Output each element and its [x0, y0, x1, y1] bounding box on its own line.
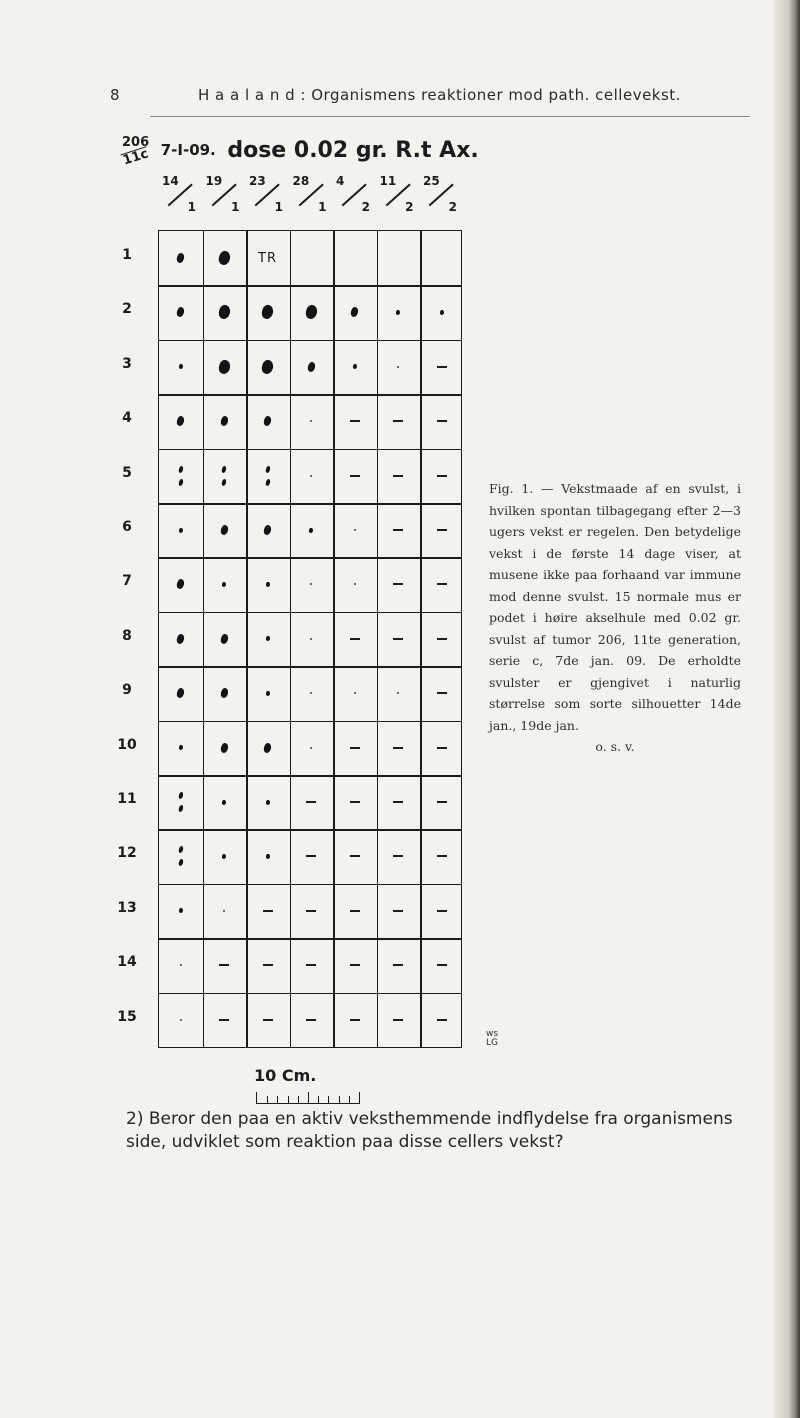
- table-cell: [203, 666, 246, 720]
- tumor-silhouette: [217, 304, 232, 321]
- table-cell: [246, 231, 289, 285]
- dash-mark: [437, 747, 447, 749]
- table-cell: [159, 775, 202, 829]
- tumor-silhouette: [178, 908, 183, 914]
- mouse-number: 15: [117, 1008, 137, 1025]
- dash-mark: [393, 855, 403, 857]
- scale-tick: [318, 1096, 319, 1103]
- tumor-silhouette: [221, 478, 227, 486]
- scale-bar: [256, 1092, 360, 1104]
- table-cell: [377, 993, 420, 1047]
- dash-mark: [437, 855, 447, 857]
- dash-mark: [263, 910, 273, 912]
- caption-text: Fig. 1. — Vekstmaade af en svulst, i hvilken spontan tilbagegang efter 2—3 ugers vekst er regelen. Den betydelige vekst i de første 14 dage viser, at musene ikke paa forhaand var immune mod denne svulst. 15 normale mus er podet i høire akselhule med 0.02 gr. svulst af tumor 206, 11te generation, serie c, 7de jan. 09. De erholdte svulster er gjengivet i naturlig størrelse som sorte silhouetter 14de jan., 19de jan.: [489, 481, 741, 733]
- tumor-silhouette: [263, 524, 273, 536]
- table-cell: [203, 557, 246, 611]
- scale-tick: [339, 1096, 340, 1103]
- dash-mark: [306, 855, 316, 857]
- tumor-silhouette: [263, 415, 273, 427]
- running-title: H a a l a n d : Organismens reaktioner mod path. cellevekst.: [198, 86, 681, 104]
- tumor-silhouette: [306, 361, 316, 373]
- double-mark: [222, 466, 226, 486]
- dash-mark: [350, 910, 360, 912]
- table-cell: [159, 721, 202, 775]
- table-cell: [159, 285, 202, 339]
- table-cell: [333, 231, 376, 285]
- table-cell: [203, 394, 246, 448]
- mouse-number: 3: [122, 355, 132, 372]
- body-paragraph-text: 2) Beror den paa en aktiv veksthemmende indflydelse fra organismens side, udviklet som reaktion paa disse cellers vekst?: [126, 1109, 733, 1152]
- table-cell: [203, 612, 246, 666]
- table-cell: [290, 449, 333, 503]
- date-col-2: [202, 172, 246, 218]
- tumor-silhouette: [217, 358, 232, 375]
- page-number: 8: [110, 86, 121, 104]
- double-mark: [179, 466, 183, 486]
- tumor-silhouette: [178, 745, 183, 751]
- tumor-silhouette: [178, 465, 184, 473]
- trace-mark: [310, 583, 312, 585]
- dash-mark: [393, 747, 403, 749]
- dash-mark: [306, 1019, 316, 1021]
- scale-tick: [308, 1092, 309, 1103]
- tumor-silhouette: [219, 687, 229, 699]
- mouse-number: 4: [122, 410, 132, 427]
- table-cell: [377, 721, 420, 775]
- trace-mark: [310, 692, 312, 694]
- tumor-silhouette: [265, 465, 271, 473]
- dash-mark: [393, 1019, 403, 1021]
- table-cell: [203, 721, 246, 775]
- tumor-silhouette: [260, 358, 275, 375]
- table-cell: [420, 775, 463, 829]
- table-cell: [290, 721, 333, 775]
- table-cell: [333, 503, 376, 557]
- mouse-number: 2: [122, 301, 132, 318]
- table-cell: [420, 884, 463, 938]
- dash-mark: [393, 638, 403, 640]
- tumor-silhouette: [265, 478, 271, 486]
- table-cell: [246, 340, 289, 394]
- scale-tick: [288, 1096, 289, 1103]
- trace-mark: [354, 529, 356, 531]
- dash-mark: [437, 583, 447, 585]
- tumor-silhouette: [265, 799, 270, 805]
- table-cell: [246, 829, 289, 883]
- dash-mark: [393, 801, 403, 803]
- tumor-silhouette: [395, 309, 400, 315]
- tumor-silhouette: [176, 307, 186, 319]
- date-month: 1: [274, 200, 283, 214]
- dash-mark: [393, 583, 403, 585]
- table-cell: [333, 666, 376, 720]
- table-cell: [246, 557, 289, 611]
- tumor-generation: 11c: [121, 146, 151, 169]
- small-stamp: [486, 1030, 498, 1048]
- dash-mark: [437, 692, 447, 694]
- tumor-silhouette: [308, 527, 313, 533]
- date-day: 23: [249, 174, 266, 188]
- table-cell: [420, 285, 463, 339]
- table-cell: [246, 285, 289, 339]
- tumor-silhouette: [178, 478, 184, 486]
- trace-mark: [397, 692, 399, 694]
- table-cell: [290, 285, 333, 339]
- table-cell: [159, 612, 202, 666]
- table-cell: [377, 394, 420, 448]
- table-cell: [159, 449, 202, 503]
- tumor-silhouette: [178, 805, 184, 813]
- trace-mark: [354, 692, 356, 694]
- table-cell: [290, 938, 333, 992]
- dash-mark: [437, 1019, 447, 1021]
- table-cell: [420, 557, 463, 611]
- table-cell: [159, 394, 202, 448]
- table-cell: [203, 340, 246, 394]
- scale-tick: [267, 1096, 268, 1103]
- table-cell: [203, 503, 246, 557]
- table-cell: [290, 829, 333, 883]
- dash-mark: [437, 420, 447, 422]
- tumor-silhouette: [265, 690, 270, 696]
- table-cell: [203, 993, 246, 1047]
- date-day: 19: [205, 174, 223, 188]
- table-cell: [420, 666, 463, 720]
- table-cell: [290, 503, 333, 557]
- date-col-6: [376, 172, 420, 218]
- mouse-number: 5: [122, 464, 132, 481]
- table-cell: [377, 829, 420, 883]
- date-col-3: [245, 172, 289, 218]
- scale-label: 10 Cm.: [254, 1066, 317, 1085]
- date-month: 2: [448, 200, 457, 214]
- table-cell: [290, 993, 333, 1047]
- table-cell: [203, 231, 246, 285]
- date-day: 28: [292, 174, 310, 188]
- date-month: 1: [318, 200, 327, 214]
- mouse-number: 6: [122, 519, 132, 535]
- dash-mark: [437, 475, 447, 477]
- table-cell: [159, 340, 202, 394]
- tumor-silhouette: [217, 250, 232, 267]
- dash-mark: [437, 529, 447, 531]
- dash-mark: [306, 964, 316, 966]
- mouse-number: 14: [117, 954, 137, 971]
- table-cell: [159, 938, 202, 992]
- table-cell: [377, 938, 420, 992]
- dash-mark: [393, 529, 403, 531]
- table-cell: [203, 829, 246, 883]
- table-cell: [420, 993, 463, 1047]
- table-cell: [333, 993, 376, 1047]
- body-paragraph: [112, 1108, 752, 1154]
- tumor-silhouette: [260, 304, 275, 321]
- trace-mark: [310, 747, 312, 749]
- tumor-silhouette: [265, 853, 270, 859]
- table-cell: [333, 449, 376, 503]
- table-cell: [333, 829, 376, 883]
- scale-tick: [298, 1096, 299, 1103]
- dash-mark: [219, 1019, 229, 1021]
- date-month: 1: [187, 200, 196, 214]
- table-cell: [377, 503, 420, 557]
- table-cell: [377, 884, 420, 938]
- dash-mark: [306, 801, 316, 803]
- tumor-silhouette: [178, 859, 184, 867]
- tumor-silhouette: [219, 633, 229, 645]
- table-cell: [420, 829, 463, 883]
- table-cell: [420, 503, 463, 557]
- table-cell: [203, 938, 246, 992]
- tumor-silhouette: [176, 633, 186, 645]
- table-cell: [333, 884, 376, 938]
- date-col-4: [289, 172, 333, 218]
- table-cell: [377, 557, 420, 611]
- dash-mark: [350, 1019, 360, 1021]
- dash-mark: [437, 801, 447, 803]
- figure-heading: [121, 135, 479, 169]
- table-cell: [377, 285, 420, 339]
- mouse-number: 1: [122, 247, 132, 263]
- tumor-silhouette: [350, 307, 360, 319]
- dash-mark: [393, 475, 403, 477]
- trace-mark: [180, 1019, 182, 1021]
- tumor-id: [121, 135, 151, 169]
- tumor-silhouette: [178, 846, 184, 854]
- table-cell: [377, 231, 420, 285]
- table-cell: [159, 829, 202, 883]
- table-cell: [246, 721, 289, 775]
- double-mark: [179, 792, 183, 812]
- tumor-silhouette: [178, 364, 183, 370]
- dash-mark: [350, 420, 360, 422]
- table-cell: [246, 394, 289, 448]
- tumor-silhouette: [265, 636, 270, 642]
- tumor-silhouette: [221, 853, 226, 859]
- dash-mark: [393, 964, 403, 966]
- table-cell: [246, 449, 289, 503]
- table-cell: [159, 503, 202, 557]
- table-cell: [203, 285, 246, 339]
- mouse-number: 7: [122, 573, 132, 590]
- date-day: 14: [162, 174, 179, 188]
- table-cell: [420, 394, 463, 448]
- table-cell: [203, 449, 246, 503]
- tumor-silhouette: [219, 524, 229, 536]
- table-cell: [246, 666, 289, 720]
- table-cell: [420, 612, 463, 666]
- dash-mark: [393, 420, 403, 422]
- table-cell: [420, 721, 463, 775]
- scale-tick: [328, 1096, 329, 1103]
- growth-table: [158, 230, 462, 1048]
- table-cell: [290, 231, 333, 285]
- page-edge-shadow: [774, 0, 800, 1418]
- table-cell: [290, 775, 333, 829]
- date-month: 1: [231, 200, 240, 214]
- stamp-line: LG: [486, 1038, 498, 1048]
- dash-mark: [306, 910, 316, 912]
- trace-mark: [223, 910, 225, 912]
- inoculation-date: 7-I-09.: [160, 141, 216, 159]
- table-cell: [333, 938, 376, 992]
- table-cell: [159, 993, 202, 1047]
- dash-mark: [350, 801, 360, 803]
- mouse-number: 8: [122, 627, 132, 644]
- dash-mark: [437, 638, 447, 640]
- tumor-silhouette: [265, 581, 270, 587]
- table-cell: [203, 775, 246, 829]
- dash-mark: [437, 964, 447, 966]
- dash-mark: [393, 910, 403, 912]
- table-cell: [159, 557, 202, 611]
- scale-tick: [349, 1096, 350, 1103]
- dash-mark: [263, 1019, 273, 1021]
- table-cell: [420, 449, 463, 503]
- table-cell: [333, 721, 376, 775]
- tumor-silhouette: [176, 252, 186, 264]
- table-cell: [246, 884, 289, 938]
- figure-caption: [489, 478, 741, 758]
- date-day: 11: [379, 174, 397, 188]
- tr-mark: TR: [258, 250, 277, 266]
- tumor-silhouette: [178, 527, 183, 533]
- table-cell: [290, 884, 333, 938]
- table-cell: [333, 557, 376, 611]
- table-cell: [290, 557, 333, 611]
- table-cell: [159, 884, 202, 938]
- mouse-number: 13: [117, 899, 137, 916]
- tumor-number: 206: [122, 135, 150, 150]
- tumor-silhouette: [219, 742, 229, 754]
- table-cell: [333, 612, 376, 666]
- date-day: 4: [336, 174, 345, 188]
- table-cell: [377, 449, 420, 503]
- trace-mark: [310, 420, 312, 422]
- mouse-number: 10: [117, 736, 137, 753]
- tumor-silhouette: [304, 304, 319, 321]
- table-cell: [377, 666, 420, 720]
- table-cell: [159, 666, 202, 720]
- date-col-1: [158, 172, 202, 218]
- tumor-silhouette: [219, 415, 229, 427]
- dash-mark: [350, 855, 360, 857]
- tumor-silhouette: [178, 792, 184, 800]
- table-cell: [377, 775, 420, 829]
- double-mark: [179, 846, 183, 866]
- mouse-number: 9: [122, 682, 132, 699]
- table-cell: [377, 612, 420, 666]
- table-cell: [290, 612, 333, 666]
- trace-mark: [354, 583, 356, 585]
- date-day: 25: [423, 174, 440, 188]
- tumor-silhouette: [263, 742, 273, 754]
- table-cell: [333, 775, 376, 829]
- trace-mark: [180, 964, 182, 966]
- tumor-silhouette: [221, 465, 227, 473]
- table-cell: [246, 993, 289, 1047]
- table-cell: [333, 340, 376, 394]
- table-cell: [377, 340, 420, 394]
- dash-mark: [350, 638, 360, 640]
- dash-mark: [350, 964, 360, 966]
- table-cell: [333, 285, 376, 339]
- dash-mark: [219, 964, 229, 966]
- table-cell: [203, 884, 246, 938]
- dash-mark: [437, 366, 447, 368]
- date-month: 2: [361, 200, 370, 214]
- trace-mark: [310, 475, 312, 477]
- mouse-number: 11: [117, 791, 137, 807]
- scale-tick: [277, 1096, 278, 1103]
- date-month: 2: [405, 200, 414, 214]
- table-cell: [246, 775, 289, 829]
- table-cell: [159, 231, 202, 285]
- tumor-silhouette: [176, 687, 186, 699]
- dash-mark: [350, 475, 360, 477]
- double-mark: [266, 466, 270, 486]
- stamp-line: ws: [486, 1029, 499, 1039]
- table-cell: [290, 666, 333, 720]
- date-col-7: [419, 172, 463, 218]
- table-cell: [246, 503, 289, 557]
- tumor-silhouette: [221, 581, 226, 587]
- tumor-silhouette: [352, 364, 357, 370]
- date-col-5: [332, 172, 376, 218]
- dash-mark: [437, 910, 447, 912]
- table-cell: [420, 938, 463, 992]
- table-cell: [246, 938, 289, 992]
- dash-mark: [263, 964, 273, 966]
- trace-mark: [397, 366, 399, 368]
- tumor-silhouette: [439, 309, 444, 315]
- tumor-silhouette: [176, 579, 186, 591]
- table-cell: [333, 394, 376, 448]
- mouse-number: 12: [117, 845, 137, 862]
- tumor-silhouette: [176, 415, 186, 427]
- table-cell: [420, 231, 463, 285]
- trace-mark: [310, 638, 312, 640]
- tumor-silhouette: [221, 799, 226, 805]
- table-cell: [290, 394, 333, 448]
- dose-label: dose 0.02 gr. R.t Ax.: [227, 137, 479, 163]
- table-cell: [246, 612, 289, 666]
- table-cell: [420, 340, 463, 394]
- header-rule: [150, 116, 750, 117]
- measurement-dates: [150, 172, 464, 220]
- table-cell: [290, 340, 333, 394]
- dash-mark: [350, 747, 360, 749]
- caption-signoff: o. s. v.: [595, 739, 635, 754]
